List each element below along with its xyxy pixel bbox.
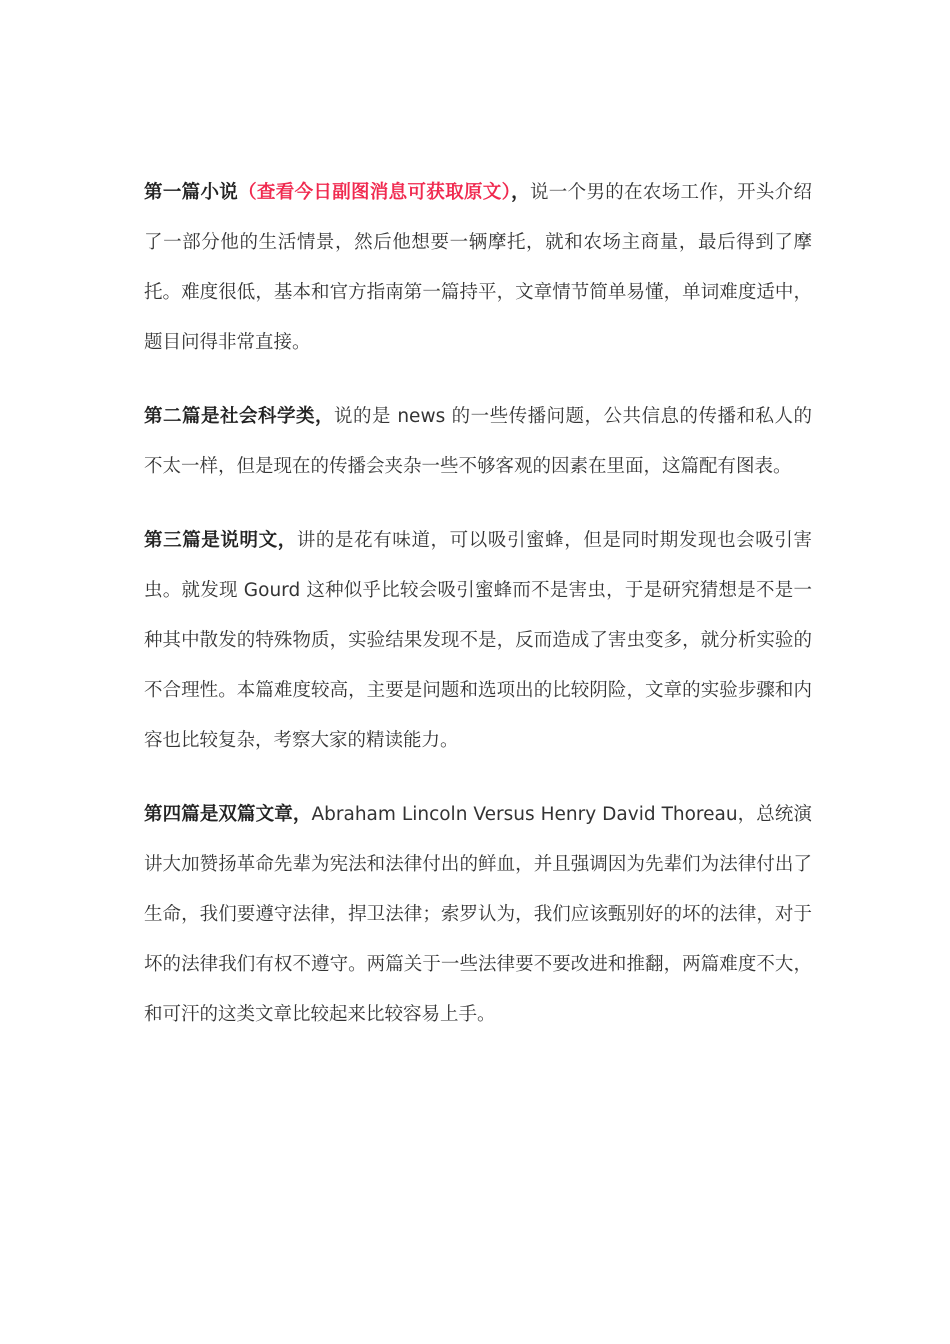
paragraph-2-text: 说的是 news 的一些传播问题，公共信息的传播和私人的不太一样，但是现在的传播会夹杂一些不够客观的因素在里面，这篇配有图表。 — [144, 406, 812, 477]
paragraph-1-text: 说一个男的在农场工作，开头介绍了一部分他的生活情景，然后他想要一辆摩托，就和农场主商量，最后得到了摩托。难度很低，基本和官方指南第一篇持平，文章情节简单易懂，单词难度适中，题目问得非常直接。 — [144, 182, 812, 353]
paragraph-4-text: Abraham Lincoln Versus Henry David Thoreau，总统演讲大加赞扬革命先辈为宪法和法律付出的鲜血，并且强调因为先辈们为法律付出了生命，我们要遵守法律，捍卫法律；索罗认为，我们应该甄别好的坏的法律，对于坏的法律我们有权不遵守。两篇关于一些法律要不要改进和推翻，两篇难度不大，和可汗的这类文章比较起来比较容易上手。 — [144, 804, 812, 1025]
paragraph-2-lead: 第二篇是社会科学类， — [144, 406, 334, 427]
paragraph-1 — [144, 168, 812, 368]
article-body — [144, 168, 812, 1064]
paragraph-2 — [144, 392, 812, 492]
paragraph-3-text: 讲的是花有味道，可以吸引蜜蜂，但是同时期发现也会吸引害虫。就发现 Gourd 这种似乎比较会吸引蜜蜂而不是害虫，于是研究猜想是不是一种其中散发的特殊物质，实验结果发现不是，反而造成了害虫变多，就分析实验的不合理性。本篇难度较高，主要是问题和选项出的比较阴险，文章的实验步骤和内容也比较复杂，考察大家的精读能力。 — [144, 530, 812, 751]
paragraph-3-lead: 第三篇是说明文， — [144, 530, 297, 551]
paragraph-1-lead: 第一篇小说 — [144, 182, 239, 203]
paragraph-3 — [144, 516, 812, 766]
source-link-note: （查看今日副图消息可获取原文） — [238, 182, 512, 203]
paragraph-4 — [144, 790, 812, 1040]
paragraph-4-lead: 第四篇是双篇文章， — [144, 804, 312, 825]
paragraph-1-comma: ， — [511, 182, 530, 203]
